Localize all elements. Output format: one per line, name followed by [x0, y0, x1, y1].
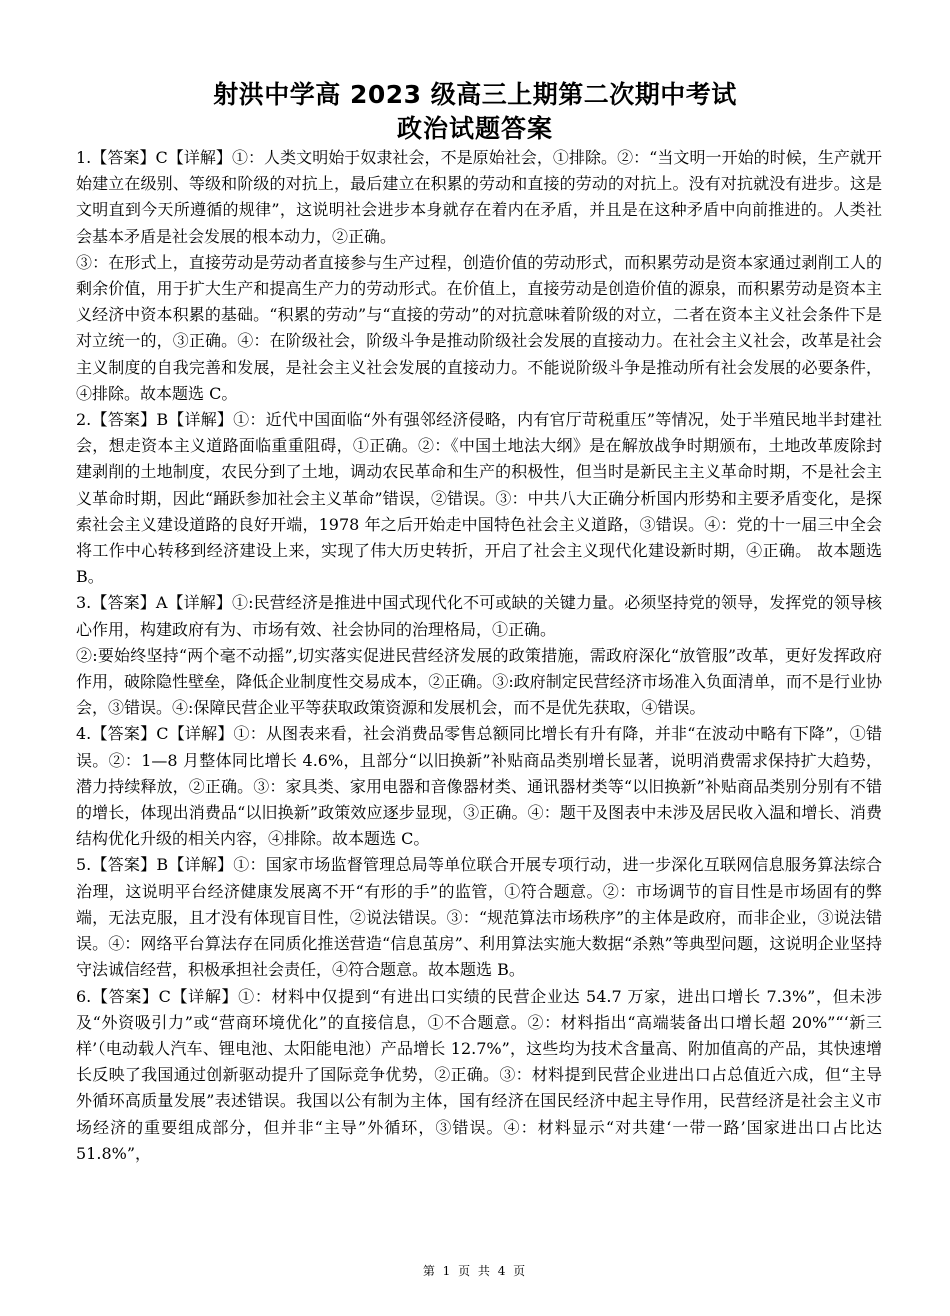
answer-1-part-2: ③：在形式上，直接劳动是劳动者直接参与生产过程，创造价值的劳动形式，而积累劳动是资本家通过剥削工人的剩余价值，用于扩大生产和提高生产力的劳动形式。在价值上，直接劳动是创造价值的源泉，而积累劳动是资本主义经济中资本积累的基础。“积累的劳动”与“直接的劳动”的对抗意味着阶级的对立，二者在资本主义社会条件下是对立统一的，③正确。④：在阶级社会，阶级斗争是推动阶级社会发展的直接动力。在社会主义社会，改革是社会主义制度的自我完善和发展，是社会主义社会发展的直接动力。不能说阶级斗争是推动所有社会发展的必要条件，④排除。故本题选 C。	[76, 252, 882, 403]
page-footer: 第 1 页 共 4 页	[422, 1264, 528, 1278]
answer-5: 5.【答案】B【详解】①：国家市场监督管理总局等单位联合开展专项行动，进一步深化互联网信息服务算法综合治理，这说明平台经济健康发展离不开“有形的手”的监管，①符合题意。②：市场调节的盲目性是市场固有的弊端，无法克服，且才没有体现盲目性，②说法错误。③：“规范算法市场秩序”的主体是政府，而非企业，③说法错误。④：网络平台算法存在同质化推送营造“信息茧房”、利用算法实施大数据“杀熟”等典型问题，这说明企业坚持守法诚信经营，积极承担社会责任，④符合题意。故本题选 B。	[76, 855, 882, 980]
answer-4: 4.【答案】C【详解】①：从图表来看，社会消费品零售总额同比增长有升有降，并非“在波动中略有下降”，①错误。②：1—8 月整体同比增长 4.6%，且部分“以旧换新”补贴商品类别增长显著，说明消费需求保持扩大趋势，潜力持续释放，②正确。③：家具类、家用电器和音像器材类、通讯器材类等“以旧换新”补贴商品类别分别有不错的增长，体现出消费品“以旧换新”政策效应逐步显现，③正确。④：题干及图表中未涉及居民收入温和增长、消费结构优化升级的相关内容，④排除。故本题选 C。	[76, 724, 882, 849]
page-title: 射洪中学高 2023 级高三上期第二次期中考试	[213, 80, 737, 109]
page-subtitle: 政治试题答案	[396, 114, 553, 143]
answer-2: 2.【答案】B【详解】①：近代中国面临“外有强邻经济侵略，内有官厅苛税重压”等情况，处于半殖民地半封建社会，想走资本主义道路面临重重阻碍，①正确。②：《中国土地法大纲》是在解放战争时期颁布，土地改革废除封建剥削的土地制度，农民分到了土地，调动农民革命和生产的积极性，但当时是新民主主义革命时期，不是社会主义革命时期，因此“踊跃参加社会主义革命”错误，②错误。③：中共八大正确分析国内形势和主要矛盾变化，是探索社会主义建设道路的良好开端，1978 年之后开始走中国特色社会主义道路，③错误。④：党的十一届三中全会将工作中心转移到经济建设上来，实现了伟大历史转折，开启了社会主义现代化建设新时期，④正确。 故本题选 B。	[76, 410, 882, 587]
answer-1-part-1: 1.【答案】C【详解】①：人类文明始于奴隶社会，不是原始社会，①排除。②：“当文明一开始的时候，生产就开始建立在级别、等级和阶级的对抗上，最后建立在积累的劳动和直接的劳动的对抗上。没有对抗就没有进步。这是文明直到今天所遵循的规律”，这说明社会进步本身就存在着内在矛盾，并且是在这种矛盾中向前推进的。人类社会基本矛盾是社会发展的根本动力，②正确。	[76, 148, 882, 246]
answer-6: 6.【答案】C【详解】①：材料中仅提到“有进出口实绩的民营企业达 54.7 万家，进出口增长 7.3%”，但未涉及“外资吸引力”或“营商环境优化”的直接信息，①不合题意。②：材料指出“高端装备出口增长超 20%”“‘新三样’（电动载人汽车、锂电池、太阳能电池）产品增长 12.7%”，这些均为技术含量高、附加值高的产品，其快速增长反映了我国通过创新驱动提升了国际竞争优势，②正确。③：材料提到民营企业进出口占总值近六成，但“主导外循环高质量发展”表述错误。我国以公有制为主体，国有经济在国民经济中起主导作用，民营经济是社会主义市场经济的重要组成部分，但并非“主导”外循环，③错误。④：材料显示“对共建‘一带一路’国家进出口占比达 51.8%”，	[76, 986, 882, 1163]
title-block	[0, 78, 950, 146]
answer-3-part-2: ②:要始终坚持“两个毫不动摇”,切实落实促进民营经济发展的政策措施，需政府深化“放管服”改革，更好发挥政府作用，破除隐性壁垒，降低企业制度性交易成本，②正确。③:政府制定民营经济市场准入负面清单，而不是行业协会，③错误。④:保障民营企业平等获取政策资源和发展机会，而不是优先获取，④错误。	[76, 645, 882, 718]
answer-content	[76, 145, 882, 1167]
answer-3-part-1: 3.【答案】A【详解】①:民营经济是推进中国式现代化不可或缺的关键力量。必须坚持党的领导，发挥党的领导核心作用，构建政府有为、市场有效、社会协同的治理格局，①正确。	[76, 593, 882, 639]
